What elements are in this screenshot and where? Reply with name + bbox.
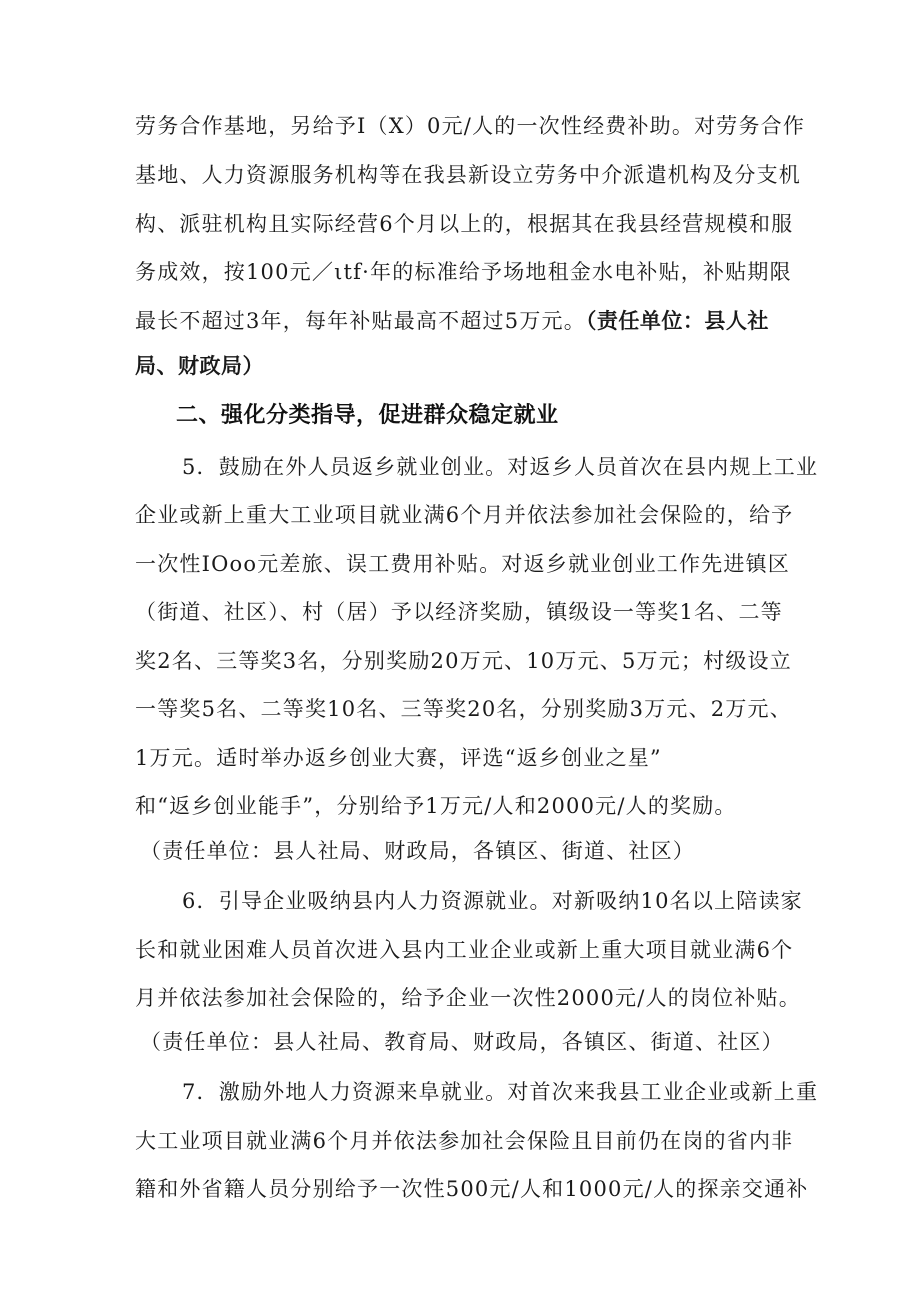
paragraph-line: 构、派驻机构且实际经营6个月以上的，根据其在我县经营规模和服	[135, 212, 794, 236]
paragraph-text: 最长不超过3年，每年补贴最高不超过5万元。	[135, 309, 586, 333]
item-7-line: 7．激励外地人力资源来阜就业。对首次来我县工业企业或新上重	[182, 1080, 819, 1104]
item-5-line: （街道、社区）、村（居）予以经济奖励，镇级设一等奖1名、二等	[135, 600, 783, 624]
item-5-line: 1万元。适时举办返乡创业大赛，评选“返乡创业之星”	[135, 746, 662, 770]
responsible-units: 局、财政局）	[135, 354, 264, 378]
item-5-line: 一等奖5名、二等奖10名、三等奖20名，分别奖励3万元、2万元、	[135, 697, 792, 721]
item-7-line: 籍和外省籍人员分别给予一次性500元/人和1000元/人的探亲交通补	[135, 1177, 809, 1201]
item-5-line: 奖2名、三等奖3名，分别奖励20万元、10万元、5万元；村级设立	[135, 649, 792, 673]
paragraph-line: 务成效，按100元／ιtf·年的标准给予场地租金水电补贴，补贴期限	[135, 260, 792, 284]
item-7-line: 大工业项目就业满6个月并依法参加社会保险且目前仍在岗的省内非	[135, 1129, 794, 1153]
item-6-line: 长和就业困难人员首次进入县内工业企业或新上重大项目就业满6个	[135, 938, 794, 962]
paragraph-line	[135, 306, 769, 336]
paragraph-line: 基地、人力资源服务机构等在我县新设立劳务中介派遣机构及分支机	[135, 163, 801, 187]
responsible-units-note: （责任单位：县人社局、财政局，各镇区、街道、社区）	[140, 839, 695, 863]
item-5-line: 一次性IOoo元差旅、误工费用补贴。对返乡就业创业工作先进镇区	[135, 552, 790, 576]
item-5-line: 和“返乡创业能手”，分别给予1万元/人和2000元/人的奖励。	[135, 794, 737, 818]
paragraph-line: 劳务合作基地，另给予I（X）0元/人的一次性经费补助。对劳务合作	[135, 114, 806, 138]
responsible-units-note: （责任单位：县人社局、教育局、财政局，各镇区、街道、社区）	[140, 1030, 784, 1054]
item-6-line: 月并依法参加社会保险的，给予企业一次性2000元/人的岗位补贴。	[135, 986, 801, 1010]
item-6-line: 6．引导企业吸纳县内人力资源就业。对新吸纳10名以上陪读家	[182, 889, 803, 913]
responsible-units: （责任单位：县人社	[585, 309, 769, 333]
item-5-line: 5．鼓励在外人员返乡就业创业。对返乡人员首次在县内规上工业	[182, 455, 819, 479]
section-heading: 二、强化分类指导，促进群众稳定就业	[176, 403, 559, 428]
item-5-line: 企业或新上重大工业项目就业满6个月并依法参加社会保险的，给予	[135, 503, 794, 527]
